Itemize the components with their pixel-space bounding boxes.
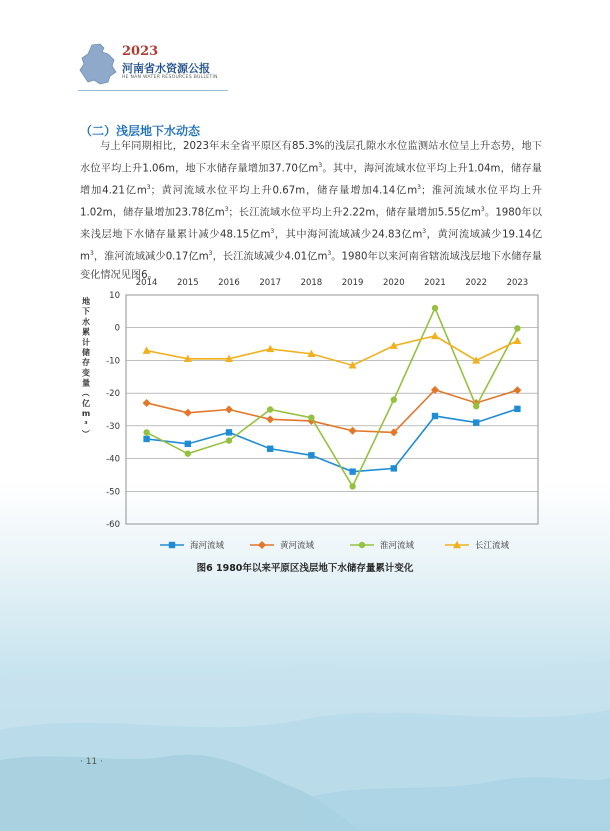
y-tick-label: 10: [109, 291, 120, 301]
data-point: [391, 396, 397, 402]
page-number: · 11 ·: [80, 757, 103, 767]
x-tick-label: 2022: [465, 278, 488, 288]
legend-label: 长江流域: [475, 541, 510, 551]
x-tick-label: 2016: [218, 278, 240, 288]
data-point: [143, 399, 151, 407]
paragraph-text: 。1980年以来河南省辖流域浅层地下水储存量变化情况见图6。: [80, 250, 542, 281]
y-axis-label-char: ）: [81, 429, 90, 438]
henan-map-logo-icon: [78, 42, 118, 86]
data-point: [267, 406, 273, 412]
report-header: [78, 38, 278, 98]
header-title: 河南省水资源公报: [122, 62, 210, 75]
data-point: [473, 419, 479, 425]
data-point: [225, 406, 233, 414]
data-point: [267, 446, 273, 452]
data-point: [514, 406, 520, 412]
y-axis-label-char: 变: [82, 368, 90, 378]
y-tick-label: -60: [106, 520, 120, 530]
x-tick-label: 2015: [176, 278, 199, 288]
superscript: 3: [208, 249, 213, 257]
data-point: [349, 468, 355, 474]
y-tick-label: -10: [106, 356, 120, 367]
data-point: [226, 437, 232, 443]
data-point: [391, 465, 397, 471]
y-axis-label-char: 水: [82, 317, 90, 327]
y-axis-label-char: 存: [82, 358, 90, 368]
superscript: 3: [270, 227, 275, 235]
y-tick-label: -30: [106, 421, 120, 432]
y-axis-label-char: （: [81, 388, 90, 397]
data-point: [308, 414, 314, 420]
section-title: （二）浅层地下水动态: [80, 124, 201, 138]
data-point: [258, 541, 266, 549]
header-subtitle: HE NAN WATER RESOURCES BULLETIN: [122, 75, 218, 80]
data-point: [143, 429, 149, 435]
y-axis-label-char: 下: [82, 307, 90, 317]
body-paragraph: [80, 138, 542, 285]
y-tick-label: 0: [114, 323, 120, 334]
superscript: 3: [480, 205, 485, 213]
figure-caption: 图6 1980年以来平原区浅层地下水储存量累计变化: [196, 563, 414, 574]
paragraph-text: ；黄河流域水位平均上升0.67m，储存量增加4.14亿m: [150, 184, 418, 196]
x-tick-label: 2020: [382, 278, 405, 288]
superscript: 3: [422, 227, 427, 235]
chart-svg: [70, 268, 550, 558]
data-point: [349, 483, 355, 489]
data-point: [143, 436, 149, 442]
data-point: [184, 409, 192, 417]
legend-label: 黄河流域: [280, 541, 315, 551]
data-point: [266, 345, 274, 352]
legend-label: 淮河流域: [380, 541, 415, 551]
data-point: [349, 427, 357, 435]
paragraph-text: 。其中，海河流域水位平均上升1.04m，储存量增加4.21亿m: [80, 162, 542, 196]
superscript: 3: [417, 183, 421, 191]
data-point: [359, 542, 365, 548]
data-point: [431, 332, 439, 339]
x-tick-label: 2023: [506, 278, 529, 288]
y-tick-label: -50: [106, 487, 120, 498]
y-axis-label-char: 储: [82, 348, 90, 357]
background-landscape: [0, 560, 610, 831]
superscript: 3: [318, 161, 323, 169]
legend-label: 海河流域: [190, 541, 225, 551]
y-tick-label: -40: [106, 454, 120, 465]
superscript: 3: [146, 183, 151, 191]
y-axis-label-char: 累: [82, 327, 90, 337]
paragraph-text: 。1980年以来浅层地下水储存量累计减少48.15亿m: [80, 206, 542, 240]
series-line-3: [147, 336, 518, 365]
paragraph-text: ，淮河流域减少0.17亿m: [93, 250, 209, 262]
header-year: 2023: [122, 44, 159, 59]
y-axis-label-char: 亿: [82, 399, 90, 408]
data-point: [266, 415, 274, 423]
superscript: 3: [89, 249, 94, 257]
data-point: [143, 346, 151, 353]
x-tick-label: 2017: [259, 278, 282, 288]
y-axis-label-char: ³: [84, 419, 88, 429]
data-point: [473, 403, 479, 409]
data-point: [432, 413, 438, 419]
x-tick-label: 2018: [300, 278, 323, 288]
data-point: [308, 452, 314, 458]
data-point: [226, 429, 232, 435]
y-axis-label-char: 计: [82, 337, 90, 347]
superscript: 3: [224, 205, 229, 213]
header-divider: [78, 90, 228, 91]
data-point: [513, 337, 521, 344]
y-axis-label-char: 量: [82, 378, 90, 388]
y-axis-label-char: 地: [82, 297, 90, 306]
paragraph-text: ，其中海河流域减少24.83亿m: [274, 228, 423, 240]
paragraph-text: ；长江流域水位平均上升2.22m，储存量增加5.55亿m: [228, 206, 481, 218]
data-point: [432, 305, 438, 311]
paragraph-text: ，长江流域减少4.01亿m: [212, 250, 328, 262]
y-tick-label: -20: [106, 389, 120, 400]
x-tick-label: 2021: [424, 278, 446, 288]
series-line-2: [147, 308, 518, 486]
series-line-0: [147, 409, 518, 472]
data-point: [514, 325, 520, 331]
x-tick-label: 2014: [135, 278, 158, 288]
paragraph-text: 与上年同期相比，2023年末全省平原区有85.3%的浅层孔隙水水位监测站水位呈上升态势，地下水位平均上升1.06m，地下水储存量增加37.70亿m: [80, 141, 542, 174]
paragraph-text: ，黄河流域减少19.14亿m: [80, 228, 543, 262]
data-point: [185, 450, 191, 456]
groundwater-chart: [70, 268, 550, 558]
x-tick-label: 2019: [341, 278, 364, 288]
paragraph-text: ；淮河流域水位平均上升1.02m，储存量增加23.78亿m: [80, 184, 543, 218]
y-axis-label-char: m: [81, 409, 91, 419]
data-point: [185, 441, 191, 447]
data-point: [169, 542, 175, 548]
superscript: 3: [327, 249, 332, 257]
